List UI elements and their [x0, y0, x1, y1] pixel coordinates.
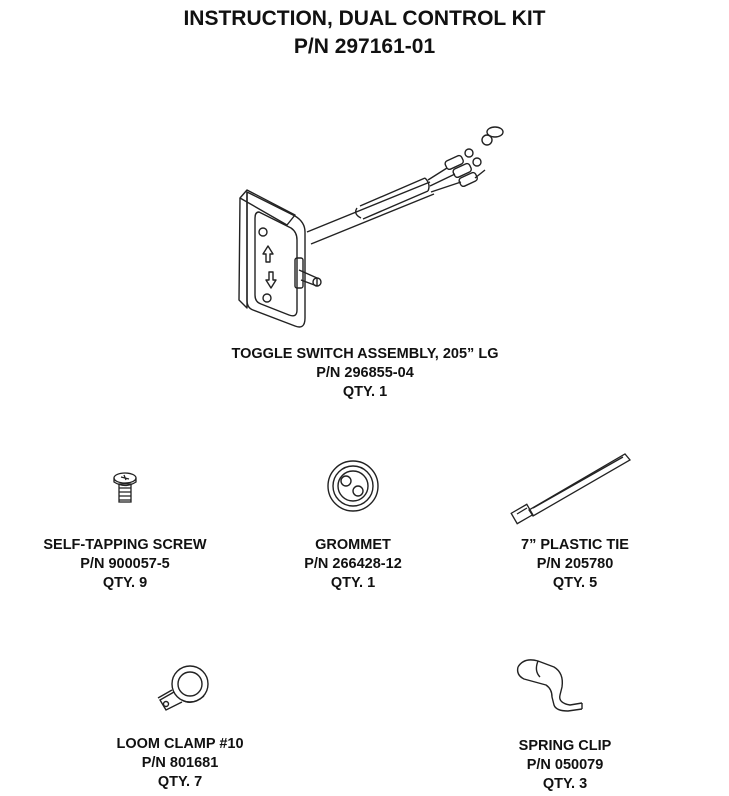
part-qty: QTY. 3	[542, 776, 588, 792]
part-name: SPRING CLIP	[518, 738, 612, 754]
part-qty: QTY. 5	[552, 575, 598, 591]
part-name: 7” PLASTIC TIE	[521, 537, 629, 553]
grommet-icon	[325, 458, 381, 514]
cable-tie-icon	[505, 448, 635, 528]
part-qty: QTY. 1	[330, 575, 376, 591]
part-name: LOOM CLAMP #10	[116, 736, 244, 752]
document-part-number: P/N 297161-01	[293, 35, 436, 58]
part-number: P/N 296855-04	[316, 365, 414, 381]
part-name: SELF-TAPPING SCREW	[43, 537, 207, 553]
part-caption-screw	[10, 536, 240, 593]
part-caption-loom-clamp	[85, 735, 275, 792]
loom-clamp-icon	[152, 660, 216, 718]
part-number: P/N 801681	[141, 755, 219, 771]
part-number: P/N 205780	[536, 556, 614, 572]
document-title: INSTRUCTION, DUAL CONTROL KIT	[183, 7, 546, 30]
part-name: TOGGLE SWITCH ASSEMBLY, 205” LG	[231, 346, 499, 362]
part-qty: QTY. 7	[157, 774, 203, 790]
part-caption-toggle-switch	[175, 345, 555, 402]
part-number: P/N 900057-5	[80, 556, 170, 572]
part-caption-grommet	[258, 536, 448, 593]
part-qty: QTY. 1	[342, 384, 388, 400]
part-name: GROMMET	[315, 537, 391, 553]
part-number: P/N 266428-12	[304, 556, 402, 572]
screw-icon	[108, 470, 142, 506]
part-number: P/N 050079	[526, 757, 604, 773]
part-qty: QTY. 9	[102, 575, 148, 591]
part-caption-spring-clip	[455, 737, 675, 794]
spring-clip-icon	[510, 655, 590, 715]
toggle-switch-icon	[225, 120, 525, 340]
part-caption-plastic-tie	[475, 536, 675, 593]
